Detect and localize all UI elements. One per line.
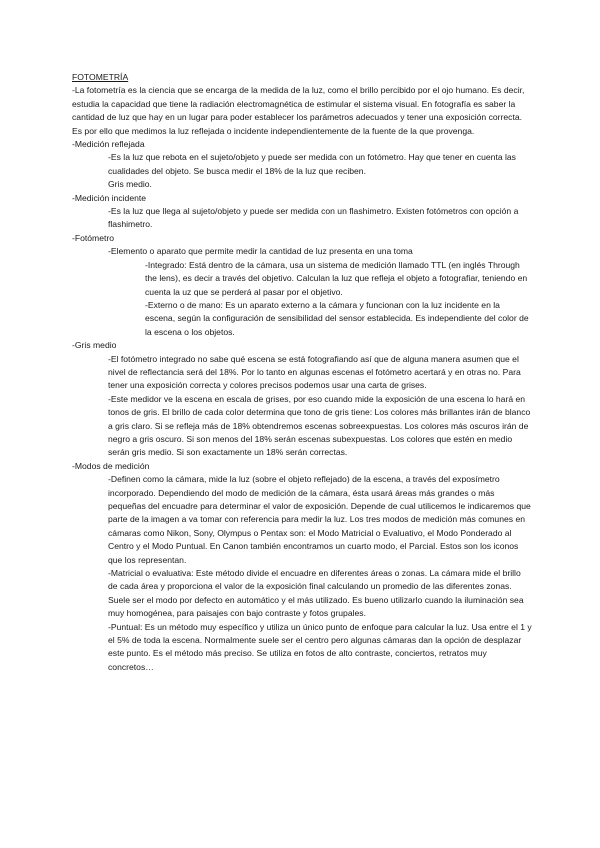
section-paragraph: -Medición reflejada xyxy=(72,139,145,150)
indented-paragraph: -Definen como la cámara, mide la luz (sobre el objeto reflejado) de la escena, a través del exposímetro incorporado. Dependiendo del modo de medición de la cámara, ésta usará áreas más grandes o más pequeñas del encuadre para determinar el valor de exposición. Depende de cual utilicemos le indicaremos que parte de la imagen a va tomar con referencia para medir la luz. Los tres modos de medición más comunes en cámaras como Nikon, Sony, Olympus o Pentax son: el Modo Matricial o Evaluativo, el Modo Ponderado al Centro y el Modo Puntual. En Canon también encontramos un cuarto modo, el Parcial. Estos son los iconos que los representan. xyxy=(108,474,531,565)
indented-paragraph: -Puntual: Es un método muy específico y utiliza un único punto de enfoque para calcular la luz. Usa entre el 1 y el 5% de toda la escena. Normalmente suele ser el centro pero algunas cámaras dan la opción de desplazar este punto. Es el método más preciso. Se utiliza en fotos de alto contraste, conciertos, retratos muy concretos… xyxy=(108,621,532,672)
section-paragraph: -Fotómetro xyxy=(72,232,115,243)
section-paragraph: -Gris medio xyxy=(72,340,117,351)
section-paragraph: -Medición incidente xyxy=(72,192,147,203)
paragraph-list xyxy=(72,84,532,674)
section-paragraph: -La fotometría es la ciencia que se encarga de la medida de la luz, como el brillo percibido por el ojo humano. Es decir, estudia la capacidad que tiene la radiación electromagnética de estimular el sistema visual. En fotografía es saber la cantidad de luz que hay en un lugar para poder establecer los parámetros adecuados y tener una exposición correcta. Es por ello que medimos la luz reflejada o incidente independientemente de la fuente de la que provenga. xyxy=(72,85,525,136)
indented-paragraph: -Matricial o evaluativa: Este método divide el encuadre en diferentes áreas o zonas. La cámara mide el brillo de cada área y proporciona el valor de la exposición final calculando un promedio de las diferentes zonas. Suele ser el modo por defecto en automático y el más utilizado. Es bueno utilizarlo cuando la iluminación sea muy homogénea, para paisajes con bajo contraste y fotos grupales. xyxy=(108,568,524,619)
document-body xyxy=(72,71,532,674)
indented-paragraph: -El fotómetro integrado no sabe qué escena se está fotografiando así que de alguna manera asumen que el nivel de reflectancia será del 18%. Por lo tanto en algunas escenas el fotómetro acertará y en otras no. Para tener una exposición correcta y colores precisos podemos usar una carta de grises. xyxy=(108,353,521,391)
indented-paragraph: Gris medio. xyxy=(108,179,152,190)
indented-paragraph: -Elemento o aparato que permite medir la cantidad de luz presenta en una toma xyxy=(108,246,413,257)
section-paragraph: -Modos de medición xyxy=(72,460,150,471)
document-title: FOTOMETRÍA xyxy=(72,72,129,82)
indented-paragraph: -Este medidor ve la escena en escala de grises, por eso cuando mide la exposición de una escena lo hará en tonos de gris. El brillo de cada color determina que tono de gris tiene: Los colores más brillantes irán de blanco a gris claro. Si se refleja más de 18% obtendremos escenas sobreexpuestas. Los colores más oscuros irán de negro a gris oscuro. Si son menos del 18% serán escenas subexpuestas. Los colores que estén en medio serán gris medio. Si son exactamente un 18% serán correctas. xyxy=(108,393,531,458)
indented-paragraph: -Es la luz que llega al sujeto/objeto y puede ser medida con un flashimetro. Existen fotómetros con opción a flashimetro. xyxy=(108,206,519,230)
indented-paragraph: -Es la luz que rebota en el sujeto/objeto y puede ser medida con un fotómetro. Hay que tener en cuenta las cualidades del objeto. Se busca medir el 18% de la luz que reciben. xyxy=(108,152,516,176)
indented-paragraph: -Integrado: Está dentro de la cámara, usa un sistema de medición llamado TTL (en inglés Through the lens), es decir a través del objetivo. Calculan la luz que refleja el objeto a fotografiar, teniendo en cuenta la uz que se perderá al pasar por el objetivo. xyxy=(145,259,528,297)
indented-paragraph: -Externo o de mano: Es un aparato externo a la cámara y funcionan con la luz incidente en la escena, según la configuración de sensibilidad del sensor establecida. Es independiente del color de la escena o los objetos. xyxy=(145,299,529,337)
